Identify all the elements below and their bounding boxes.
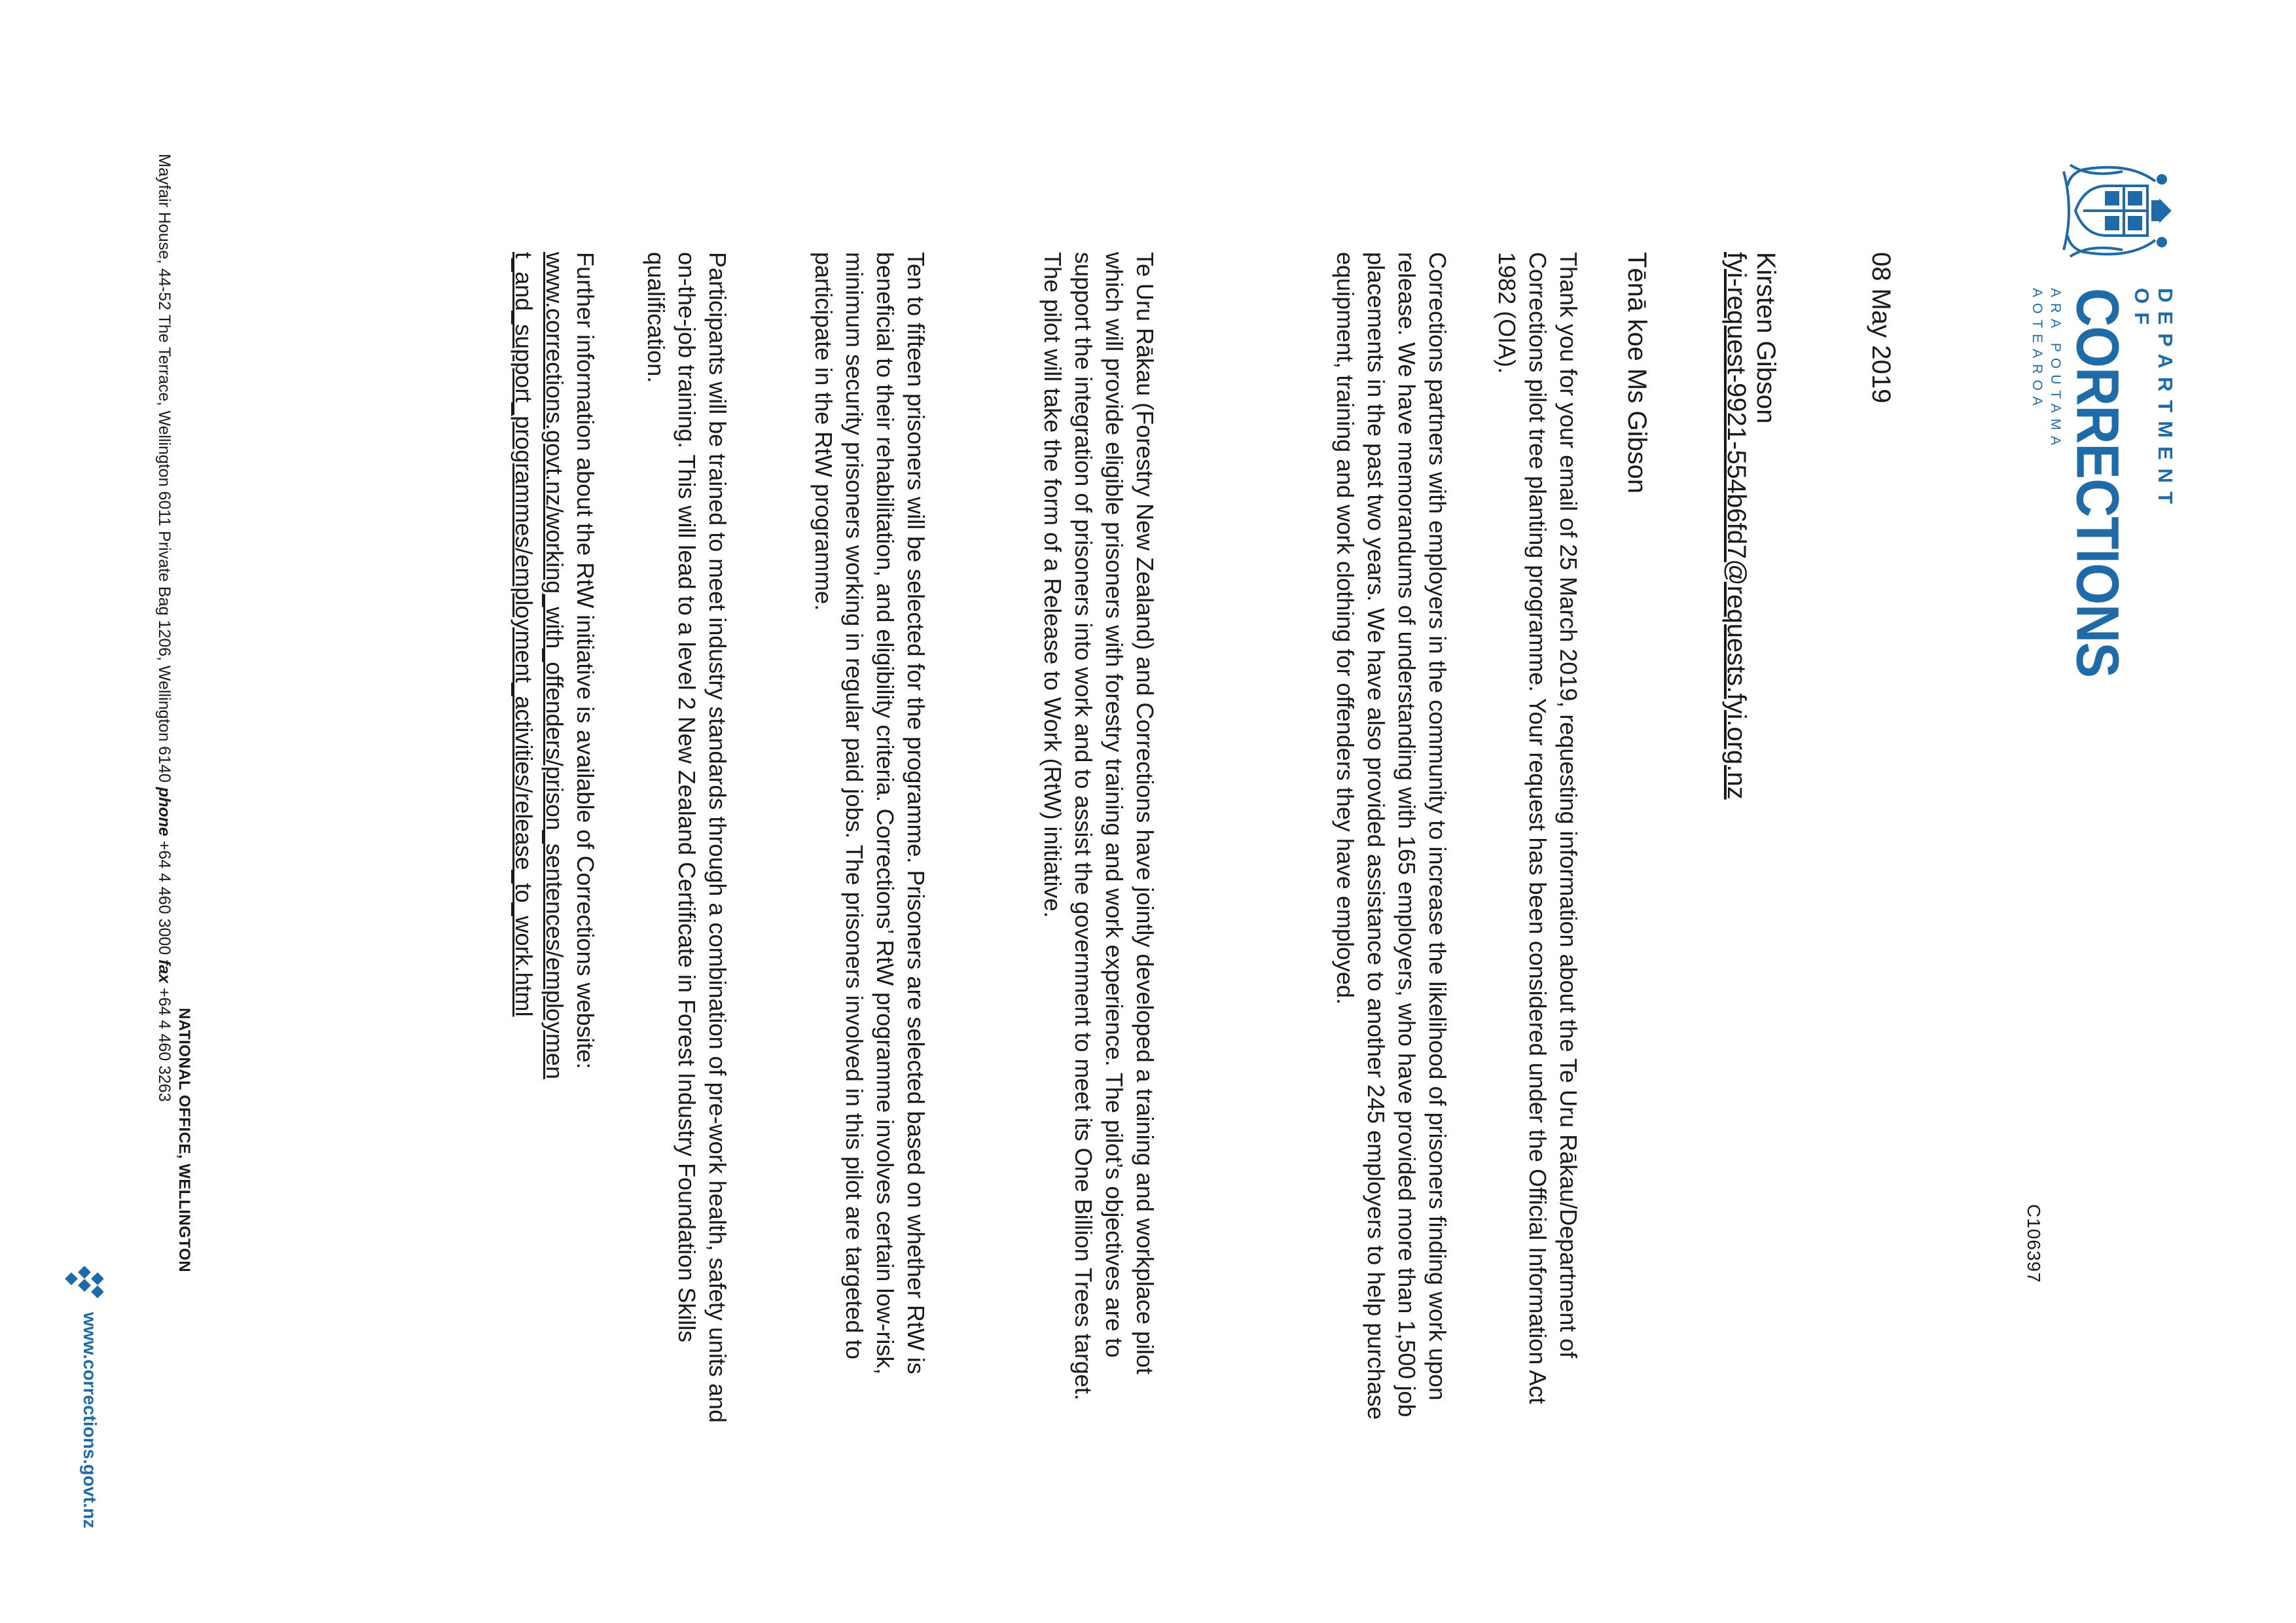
- paragraph-forestry-pilot: Te Uru Rākau (Forestry New Zealand) and Corrections have jointly developed a training and workplace pilot which will provide eligible prisoners with forestry training and work experience. The pilot’s objectives are to support the integration of prisoners into work and to assist the government to meet its One Billion Trees target. The pilot will take the form of a Release to Work (RtW) initiative.: [1039, 252, 1158, 1400]
- paragraph-training: Participants will be trained to meet industry standards through a combination of pre-work health, safety units and on-the-job training. This will lead to a level 2 New Zealand Certificate in Forest Industry Foundation Skills qualification.: [643, 252, 731, 1423]
- footer-address: Mayfair House, 44-52 The Terrace, Wellington 6011 Private Bag 1206, Wellington 6140: [155, 154, 173, 783]
- reference-number: C106397: [2024, 1204, 2044, 1283]
- paragraph-selection-criteria: Ten to fifteen prisoners will be selected for the programme. Prisoners are selected based on whether RtW is beneficial to their rehabilitation, and eligibility criteria. Corrections’ RtW programme involves certain low-risk, minimum security prisoners working in regular paid jobs. The prisoners involved in this pilot are targeted to participate in the RtW programme.: [810, 252, 929, 1375]
- footer-fax: +64 4 460 3263: [155, 988, 173, 1102]
- paragraph-acknowledgement: Thank you for your email of 25 March 2019, requesting information about the Te Uru Rākau/Department of Corrections pilot tree planting programme. Your request has been considered under the Official Information Act 1982 (OIA).: [1494, 252, 1582, 1404]
- recipient-email-link[interactable]: fyi-request-9921-554b6fd7@requests.fyi.org.nz: [1722, 252, 1751, 800]
- nz-coat-of-arms-icon: [2051, 145, 2181, 276]
- letter-date: 08 May 2019: [1867, 252, 1895, 404]
- footer-phone: +64 4 460 3000: [155, 840, 173, 955]
- website-link-line-2[interactable]: t_and_support_programmes/employment_activities/release_to_work.html: [511, 252, 537, 1017]
- footer-phone-label: phone: [155, 787, 173, 836]
- department-brand: [2028, 288, 2177, 677]
- paragraph-employer-partnerships: Corrections partners with employers in the community to increase the likelihood of prisoners finding work upon release. We have memorandums of understanding with 165 employers, who have provided more than 1,500 job placements in the past two years. We have also provided assistance to another 245 employers to help purchase equipment, training and work clothing for offenders they have employed.: [1332, 252, 1451, 1420]
- brand-line-ara-poutama: ARA POUTAMA AOTEAROA: [2030, 288, 2063, 450]
- brand-line-department-of: DEPARTMENT OF: [2130, 288, 2177, 512]
- brand-line-corrections: CORRECTIONS: [2064, 288, 2131, 677]
- footer-contact-line: [154, 154, 173, 1102]
- website-link-line-1[interactable]: www.corrections.govt.nz/working_with_offenders/prison_sentences/employmen: [541, 252, 568, 1079]
- recipient-name: Kirsten Gibson: [1751, 252, 1780, 424]
- salutation: Tēnā koe Ms Gibson: [1623, 252, 1651, 494]
- corrections-diamond-icon: [64, 1266, 103, 1306]
- paragraph-further-information: [509, 252, 601, 1436]
- footer-office-heading: NATIONAL OFFICE, WELLINGTON: [175, 1008, 193, 1273]
- footer-fax-label: fax: [155, 959, 173, 984]
- further-info-intro: Further information about the RtW initiative is available of Corrections website:: [572, 252, 599, 1069]
- footer-website-link[interactable]: www.corrections.govt.nz: [80, 1312, 100, 1529]
